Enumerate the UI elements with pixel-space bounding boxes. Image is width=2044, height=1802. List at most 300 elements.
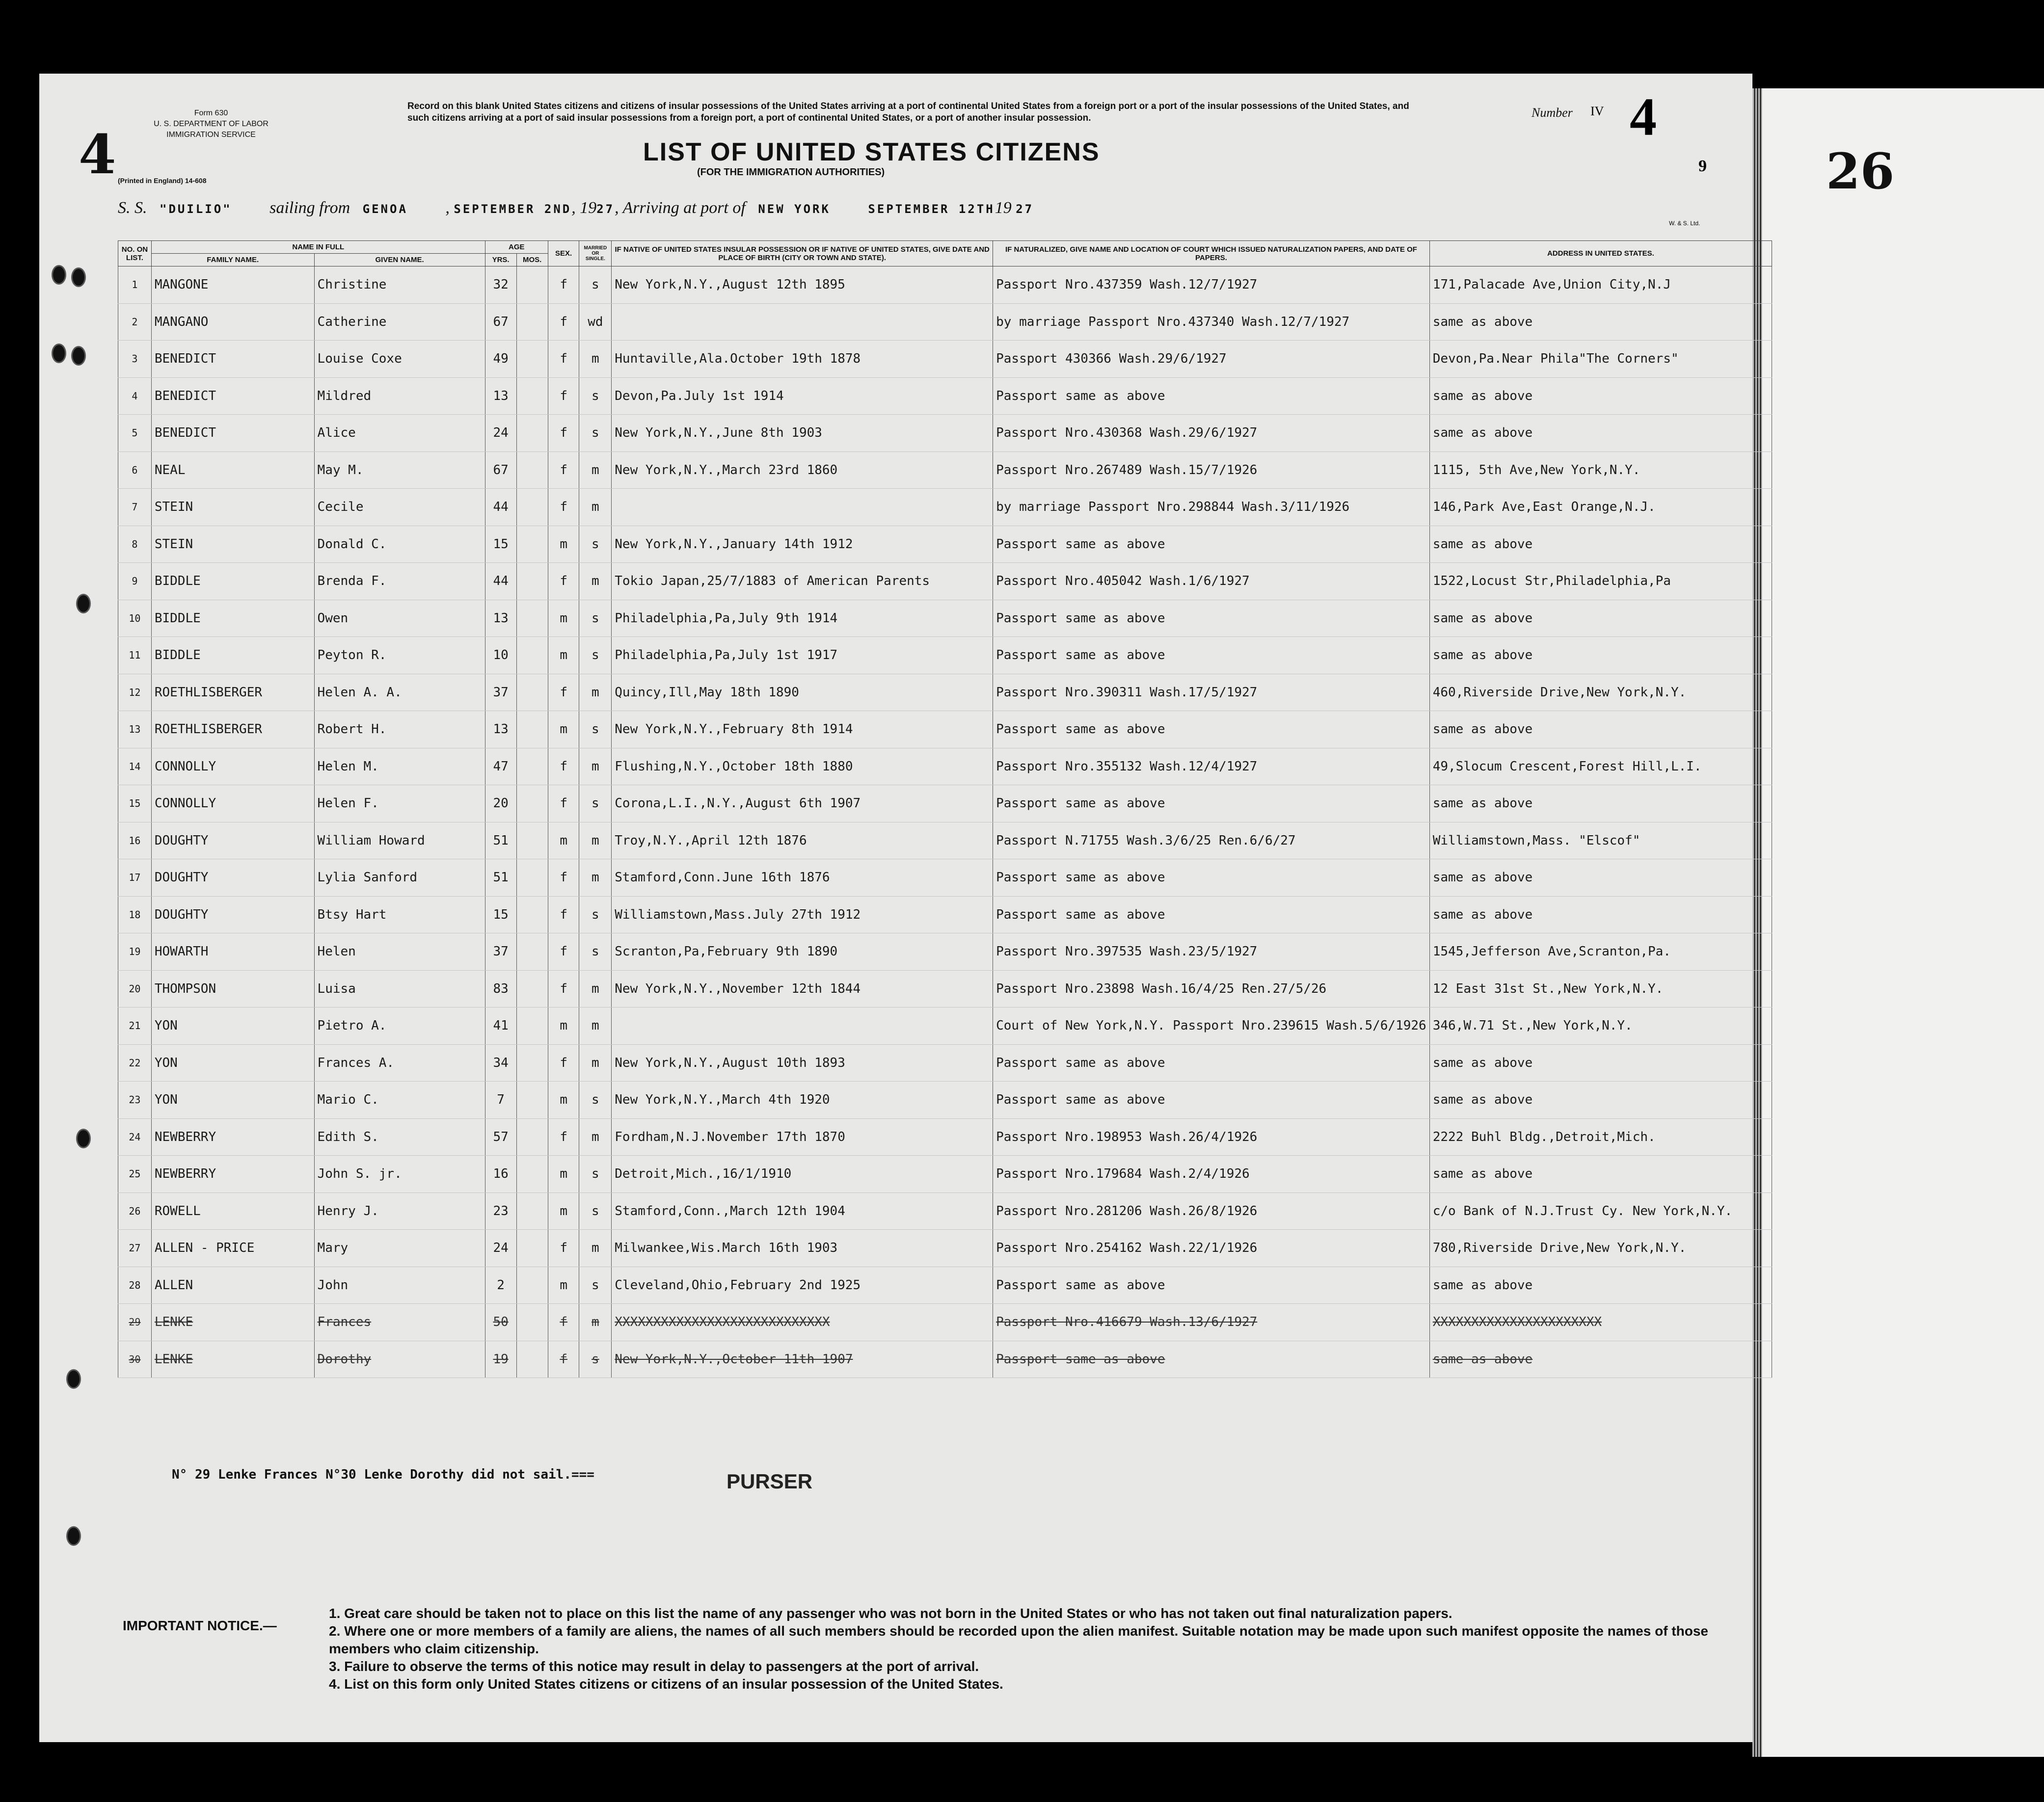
form-department: U. S. DEPARTMENT OF LABOR	[154, 120, 269, 128]
cell-family: NEWBERRY	[151, 1118, 314, 1156]
cell-no: 7	[118, 489, 152, 526]
cell-given: Henry J.	[314, 1192, 485, 1230]
cell-nat: Passport same as above	[993, 526, 1430, 563]
cell-addr: 1115, 5th Ave,New York,N.Y.	[1429, 451, 1772, 489]
table-row	[118, 711, 1772, 748]
cell-months	[516, 415, 548, 452]
binding-hole	[71, 267, 86, 287]
cell-age: 24	[485, 415, 516, 452]
notice-item: 3. Failure to observe the terms of this notice may result in delay to passengers at the port of arrival.	[329, 1659, 979, 1674]
number-roman: IV	[1590, 104, 1604, 118]
cell-birth: New York,N.Y.,October 11th 1907	[612, 1341, 993, 1378]
cell-family: BENEDICT	[151, 341, 314, 378]
cell-addr: same as above	[1429, 415, 1772, 452]
cell-family: DOUGHTY	[151, 822, 314, 859]
table-row	[118, 785, 1772, 822]
cell-birth: New York,N.Y.,November 12th 1844	[612, 970, 993, 1007]
cell-given: Lylia Sanford	[314, 859, 485, 897]
number-label: Number	[1532, 106, 1573, 120]
cell-nat: Passport same as above	[993, 1341, 1430, 1378]
cell-months	[516, 674, 548, 711]
cell-marital: s	[579, 526, 612, 563]
cell-nat: Passport Nro.198953 Wash.26/4/1926	[993, 1118, 1430, 1156]
cell-addr: same as above	[1429, 1044, 1772, 1082]
table-row	[118, 266, 1772, 304]
table-row	[118, 1082, 1772, 1119]
table-row	[118, 451, 1772, 489]
cell-addr: 49,Slocum Crescent,Forest Hill,L.I.	[1429, 748, 1772, 785]
cell-birth: New York,N.Y.,June 8th 1903	[612, 415, 993, 452]
cell-nat: by marriage Passport Nro.298844 Wash.3/11/1926	[993, 489, 1430, 526]
cell-marital: m	[579, 859, 612, 897]
cell-no: 28	[118, 1267, 152, 1304]
cell-addr: same as above	[1429, 1082, 1772, 1119]
col-name-in-full: NAME IN FULL	[151, 241, 485, 254]
cell-months	[516, 1304, 548, 1341]
cell-addr: same as above	[1429, 1341, 1772, 1378]
cell-no: 9	[118, 563, 152, 600]
port-from: GENOA	[362, 202, 408, 216]
cell-birth: Tokio Japan,25/7/1883 of American Parents	[612, 563, 993, 600]
cell-no: 1	[118, 266, 152, 304]
cell-sex: f	[548, 489, 579, 526]
cell-no: 14	[118, 748, 152, 785]
cell-family: BIDDLE	[151, 600, 314, 637]
cell-marital: m	[579, 1118, 612, 1156]
cell-addr: Devon,Pa.Near Phila"The Corners"	[1429, 341, 1772, 378]
table-row	[118, 1192, 1772, 1230]
cell-nat: by marriage Passport Nro.437340 Wash.12/7/1927	[993, 303, 1430, 341]
cell-given: Donald C.	[314, 526, 485, 563]
cell-age: 57	[485, 1118, 516, 1156]
did-not-sail-note: N° 29 Lenke Frances N°30 Lenke Dorothy did not sail.===	[172, 1467, 594, 1482]
table-row	[118, 896, 1772, 933]
cell-no: 30	[118, 1341, 152, 1378]
form-service: IMMIGRATION SERVICE	[166, 131, 256, 139]
cell-marital: s	[579, 637, 612, 674]
cell-addr: XXXXXXXXXXXXXXXXXXXXXX	[1429, 1304, 1772, 1341]
cell-addr: same as above	[1429, 785, 1772, 822]
cell-addr: same as above	[1429, 637, 1772, 674]
binding-hole	[66, 1369, 81, 1389]
cell-no: 2	[118, 303, 152, 341]
cell-age: 20	[485, 785, 516, 822]
cell-addr: 460,Riverside Drive,New York,N.Y.	[1429, 674, 1772, 711]
cell-addr: 1522,Locust Str,Philadelphia,Pa	[1429, 563, 1772, 600]
year-prefix: 19	[580, 199, 597, 217]
cell-sex: f	[548, 303, 579, 341]
cell-given: Peyton R.	[314, 637, 485, 674]
arriving-label: Arriving at port of	[622, 199, 746, 217]
cell-nat: Passport same as above	[993, 377, 1430, 415]
cell-no: 4	[118, 377, 152, 415]
cell-no: 26	[118, 1192, 152, 1230]
port-to: NEW YORK	[758, 202, 831, 216]
cell-marital: s	[579, 415, 612, 452]
cell-sex: f	[548, 970, 579, 1007]
cell-addr: 780,Riverside Drive,New York,N.Y.	[1429, 1230, 1772, 1267]
cell-months	[516, 896, 548, 933]
cell-marital: s	[579, 896, 612, 933]
cell-age: 47	[485, 748, 516, 785]
table-header-row	[118, 241, 1772, 254]
cell-marital: m	[579, 1044, 612, 1082]
cell-nat: Passport same as above	[993, 600, 1430, 637]
table-row	[118, 748, 1772, 785]
cell-family: DOUGHTY	[151, 896, 314, 933]
cell-birth: Flushing,N.Y.,October 18th 1880	[612, 748, 993, 785]
cell-birth: Milwankee,Wis.March 16th 1903	[612, 1230, 993, 1267]
number-value: 4	[1630, 87, 1657, 147]
cell-family: ALLEN	[151, 1267, 314, 1304]
cell-no: 17	[118, 859, 152, 897]
binding-hole	[71, 346, 86, 366]
cell-no: 5	[118, 415, 152, 452]
important-notice	[123, 1605, 1762, 1693]
cell-sex: f	[548, 1118, 579, 1156]
cell-nat: Passport Nro.397535 Wash.23/5/1927	[993, 933, 1430, 971]
ss-label: S. S.	[118, 199, 147, 217]
cell-family: LENKE	[151, 1304, 314, 1341]
cell-age: 41	[485, 1007, 516, 1045]
form-number: Form 630	[194, 109, 228, 117]
cell-birth: Huntaville,Ala.October 19th 1878	[612, 341, 993, 378]
cell-nat: Passport same as above	[993, 1082, 1430, 1119]
cell-family: ROWELL	[151, 1192, 314, 1230]
cell-given: William Howard	[314, 822, 485, 859]
cell-no: 13	[118, 711, 152, 748]
cell-marital: m	[579, 970, 612, 1007]
cell-age: 13	[485, 711, 516, 748]
table-row	[118, 1341, 1772, 1378]
cell-age: 32	[485, 266, 516, 304]
year-prefix-to: 19	[995, 199, 1012, 217]
cell-age: 10	[485, 637, 516, 674]
cell-marital: s	[579, 785, 612, 822]
cell-months	[516, 377, 548, 415]
cell-nat: Passport Nro.390311 Wash.17/5/1927	[993, 674, 1430, 711]
cell-addr: same as above	[1429, 896, 1772, 933]
cell-marital: s	[579, 1156, 612, 1193]
table-row	[118, 859, 1772, 897]
cell-marital: s	[579, 1192, 612, 1230]
cell-given: Dorothy	[314, 1341, 485, 1378]
cell-given: Btsy Hart	[314, 896, 485, 933]
year-from: 27	[596, 202, 615, 216]
cell-family: NEAL	[151, 451, 314, 489]
cell-sex: f	[548, 377, 579, 415]
cell-family: YON	[151, 1082, 314, 1119]
cell-birth: Cleveland,Ohio,February 2nd 1925	[612, 1267, 993, 1304]
cell-given: May M.	[314, 451, 485, 489]
cell-birth: Troy,N.Y.,April 12th 1876	[612, 822, 993, 859]
cell-months	[516, 600, 548, 637]
cell-marital: m	[579, 341, 612, 378]
cell-birth: New York,N.Y.,January 14th 1912	[612, 526, 993, 563]
cell-sex: m	[548, 1082, 579, 1119]
cell-given: Helen	[314, 933, 485, 971]
table-row	[118, 933, 1772, 971]
cell-given: Owen	[314, 600, 485, 637]
cell-marital: m	[579, 563, 612, 600]
cell-family: STEIN	[151, 526, 314, 563]
table-row	[118, 600, 1772, 637]
cell-birth: New York,N.Y.,March 4th 1920	[612, 1082, 993, 1119]
form-identifier	[108, 108, 314, 140]
cell-birth: Scranton,Pa,February 9th 1890	[612, 933, 993, 971]
cell-family: BENEDICT	[151, 415, 314, 452]
cell-addr: 171,Palacade Ave,Union City,N.J	[1429, 266, 1772, 304]
cell-sex: m	[548, 1156, 579, 1193]
cell-no: 20	[118, 970, 152, 1007]
cell-nat: Passport Nro.416679 Wash.13/6/1927	[993, 1304, 1430, 1341]
cell-no: 18	[118, 896, 152, 933]
col-family: FAMILY NAME.	[151, 254, 314, 266]
cell-months	[516, 563, 548, 600]
cell-given: Frances A.	[314, 1044, 485, 1082]
cell-nat: Passport same as above	[993, 785, 1430, 822]
table-row	[118, 1304, 1772, 1341]
cell-birth	[612, 489, 993, 526]
cell-addr: same as above	[1429, 1156, 1772, 1193]
cell-no: 25	[118, 1156, 152, 1193]
cell-months	[516, 970, 548, 1007]
cell-age: 67	[485, 303, 516, 341]
cell-family: ROETHLISBERGER	[151, 674, 314, 711]
purser-stamp: PURSER	[726, 1470, 813, 1493]
cell-age: 7	[485, 1082, 516, 1119]
cell-sex: m	[548, 600, 579, 637]
cell-nat: Court of New York,N.Y. Passport Nro.239615 Wash.5/6/1926	[993, 1007, 1430, 1045]
col-sex: SEX.	[548, 241, 579, 266]
cell-birth: New York,N.Y.,August 10th 1893	[612, 1044, 993, 1082]
cell-months	[516, 1082, 548, 1119]
cell-marital: m	[579, 674, 612, 711]
corner-number: 4	[79, 123, 116, 186]
cell-given: Luisa	[314, 970, 485, 1007]
cell-sex: f	[548, 563, 579, 600]
table-row	[118, 303, 1772, 341]
cell-addr: Williamstown,Mass. "Elscof"	[1429, 822, 1772, 859]
cell-birth: New York,N.Y.,February 8th 1914	[612, 711, 993, 748]
cell-no: 6	[118, 451, 152, 489]
cell-months	[516, 859, 548, 897]
cell-family: YON	[151, 1044, 314, 1082]
side-page-number: 26	[1826, 142, 1895, 200]
cell-addr: same as above	[1429, 377, 1772, 415]
cell-birth: Williamstown,Mass.July 27th 1912	[612, 896, 993, 933]
cell-birth: New York,N.Y.,August 12th 1895	[612, 266, 993, 304]
cell-addr: same as above	[1429, 303, 1772, 341]
cell-sex: f	[548, 896, 579, 933]
cell-addr: same as above	[1429, 859, 1772, 897]
cell-age: 37	[485, 674, 516, 711]
cell-family: MANGONE	[151, 266, 314, 304]
table-row	[118, 1230, 1772, 1267]
cell-no: 3	[118, 341, 152, 378]
cell-marital: m	[579, 489, 612, 526]
cell-age: 83	[485, 970, 516, 1007]
cell-sex: f	[548, 674, 579, 711]
cell-age: 16	[485, 1156, 516, 1193]
col-mos: MOS.	[516, 254, 548, 266]
cell-marital: m	[579, 1230, 612, 1267]
date-from: SEPTEMBER 2ND	[454, 202, 572, 216]
notice-item: 1. Great care should be taken not to place on this list the name of any passenger who was not born in the United States or who has not taken out final naturalization papers.	[329, 1606, 1452, 1621]
cell-family: BIDDLE	[151, 637, 314, 674]
cell-given: Helen M.	[314, 748, 485, 785]
cell-birth: New York,N.Y.,March 23rd 1860	[612, 451, 993, 489]
cell-marital: s	[579, 1267, 612, 1304]
cell-given: Louise Coxe	[314, 341, 485, 378]
cell-marital: s	[579, 711, 612, 748]
cell-sex: m	[548, 822, 579, 859]
cell-age: 15	[485, 526, 516, 563]
cell-nat: Passport same as above	[993, 859, 1430, 897]
col-birth: IF NATIVE OF UNITED STATES INSULAR POSSESSION OR IF NATIVE OF UNITED STATES, GIVE DATE AND PLACE OF BIRTH (CITY OR TOWN AND STATE).	[612, 241, 993, 266]
cell-marital: m	[579, 748, 612, 785]
cell-family: NEWBERRY	[151, 1156, 314, 1193]
cell-age: 13	[485, 377, 516, 415]
cell-birth	[612, 1007, 993, 1045]
cell-family: CONNOLLY	[151, 785, 314, 822]
cell-sex: m	[548, 1192, 579, 1230]
cell-age: 44	[485, 489, 516, 526]
page-number: 9	[1698, 157, 1707, 175]
cell-months	[516, 748, 548, 785]
cell-months	[516, 785, 548, 822]
table-row	[118, 489, 1772, 526]
table-row	[118, 563, 1772, 600]
cell-addr: same as above	[1429, 711, 1772, 748]
printed-in: (Printed in England) 14-608	[118, 177, 207, 185]
cell-given: Helen F.	[314, 785, 485, 822]
citizens-table	[118, 240, 1772, 1378]
cell-addr: same as above	[1429, 1267, 1772, 1304]
col-naturalized: IF NATURALIZED, GIVE NAME AND LOCATION OF COURT WHICH ISSUED NATURALIZATION PAPERS, AND DATE OF PAPERS.	[993, 241, 1430, 266]
cell-months	[516, 1267, 548, 1304]
cell-nat: Passport 430366 Wash.29/6/1927	[993, 341, 1430, 378]
cell-age: 44	[485, 563, 516, 600]
cell-given: John	[314, 1267, 485, 1304]
cell-birth: Philadelphia,Pa,July 9th 1914	[612, 600, 993, 637]
binding-hole	[52, 344, 66, 363]
cell-family: ROETHLISBERGER	[151, 711, 314, 748]
cell-given: Mildred	[314, 377, 485, 415]
cell-sex: f	[548, 451, 579, 489]
col-yrs: YRS.	[485, 254, 516, 266]
cell-age: 37	[485, 933, 516, 971]
cell-sex: f	[548, 1341, 579, 1378]
cell-birth: Philadelphia,Pa,July 1st 1917	[612, 637, 993, 674]
cell-given: Mario C.	[314, 1082, 485, 1119]
cell-no: 23	[118, 1082, 152, 1119]
binding-hole	[76, 594, 91, 613]
cell-no: 11	[118, 637, 152, 674]
cell-months	[516, 1007, 548, 1045]
cell-marital: s	[579, 1341, 612, 1378]
date-to: SEPTEMBER 12TH	[868, 202, 995, 216]
cell-months	[516, 489, 548, 526]
cell-family: LENKE	[151, 1341, 314, 1378]
cell-given: Edith S.	[314, 1118, 485, 1156]
cell-months	[516, 526, 548, 563]
cell-age: 51	[485, 822, 516, 859]
table-row	[118, 526, 1772, 563]
cell-sex: m	[548, 1267, 579, 1304]
cell-family: ALLEN - PRICE	[151, 1230, 314, 1267]
table-body	[118, 266, 1772, 1378]
cell-no: 10	[118, 600, 152, 637]
col-age: AGE	[485, 241, 548, 254]
cell-nat: Passport Nro.179684 Wash.2/4/1926	[993, 1156, 1430, 1193]
cell-sex: f	[548, 1304, 579, 1341]
cell-no: 22	[118, 1044, 152, 1082]
cell-family: DOUGHTY	[151, 859, 314, 897]
cell-months	[516, 933, 548, 971]
cell-nat: Passport Nro.23898 Wash.16/4/25 Ren.27/5/26	[993, 970, 1430, 1007]
cell-no: 21	[118, 1007, 152, 1045]
cell-age: 13	[485, 600, 516, 637]
page-subtitle: (FOR THE IMMIGRATION AUTHORITIES)	[697, 167, 885, 178]
binding-holes	[47, 0, 91, 1802]
cell-no: 12	[118, 674, 152, 711]
cell-sex: f	[548, 748, 579, 785]
cell-nat: Passport same as above	[993, 1267, 1430, 1304]
cell-sex: f	[548, 266, 579, 304]
table-row	[118, 415, 1772, 452]
cell-months	[516, 451, 548, 489]
table-row	[118, 637, 1772, 674]
cell-no: 8	[118, 526, 152, 563]
cell-sex: f	[548, 1044, 579, 1082]
cell-marital: s	[579, 266, 612, 304]
cell-no: 24	[118, 1118, 152, 1156]
cell-birth	[612, 303, 993, 341]
cell-nat: Passport Nro.355132 Wash.12/4/1927	[993, 748, 1430, 785]
cell-birth: XXXXXXXXXXXXXXXXXXXXXXXXXXXX	[612, 1304, 993, 1341]
cell-family: STEIN	[151, 489, 314, 526]
cell-sex: f	[548, 1230, 579, 1267]
page-title: LIST OF UNITED STATES CITIZENS	[643, 138, 1100, 166]
cell-age: 15	[485, 896, 516, 933]
cell-given: Frances	[314, 1304, 485, 1341]
table-row	[118, 377, 1772, 415]
binding-hole	[76, 1129, 91, 1148]
cell-sex: f	[548, 933, 579, 971]
table-row	[118, 1118, 1772, 1156]
cell-marital: m	[579, 1304, 612, 1341]
cell-months	[516, 711, 548, 748]
binding-hole	[66, 1526, 81, 1546]
cell-given: Mary	[314, 1230, 485, 1267]
cell-nat: Passport Nro.430368 Wash.29/6/1927	[993, 415, 1430, 452]
cell-birth: Fordham,N.J.November 17th 1870	[612, 1118, 993, 1156]
cell-sex: f	[548, 785, 579, 822]
cell-sex: m	[548, 1007, 579, 1045]
printer-mark: W. & S. Ltd.	[1669, 220, 1700, 227]
cell-nat: Passport Nro.267489 Wash.15/7/1926	[993, 451, 1430, 489]
binding-hole	[52, 265, 66, 285]
cell-age: 50	[485, 1304, 516, 1341]
cell-age: 23	[485, 1192, 516, 1230]
cell-marital: wd	[579, 303, 612, 341]
cell-marital: m	[579, 822, 612, 859]
cell-months	[516, 1044, 548, 1082]
cell-given: Catherine	[314, 303, 485, 341]
cell-age: 49	[485, 341, 516, 378]
cell-nat: Passport same as above	[993, 711, 1430, 748]
